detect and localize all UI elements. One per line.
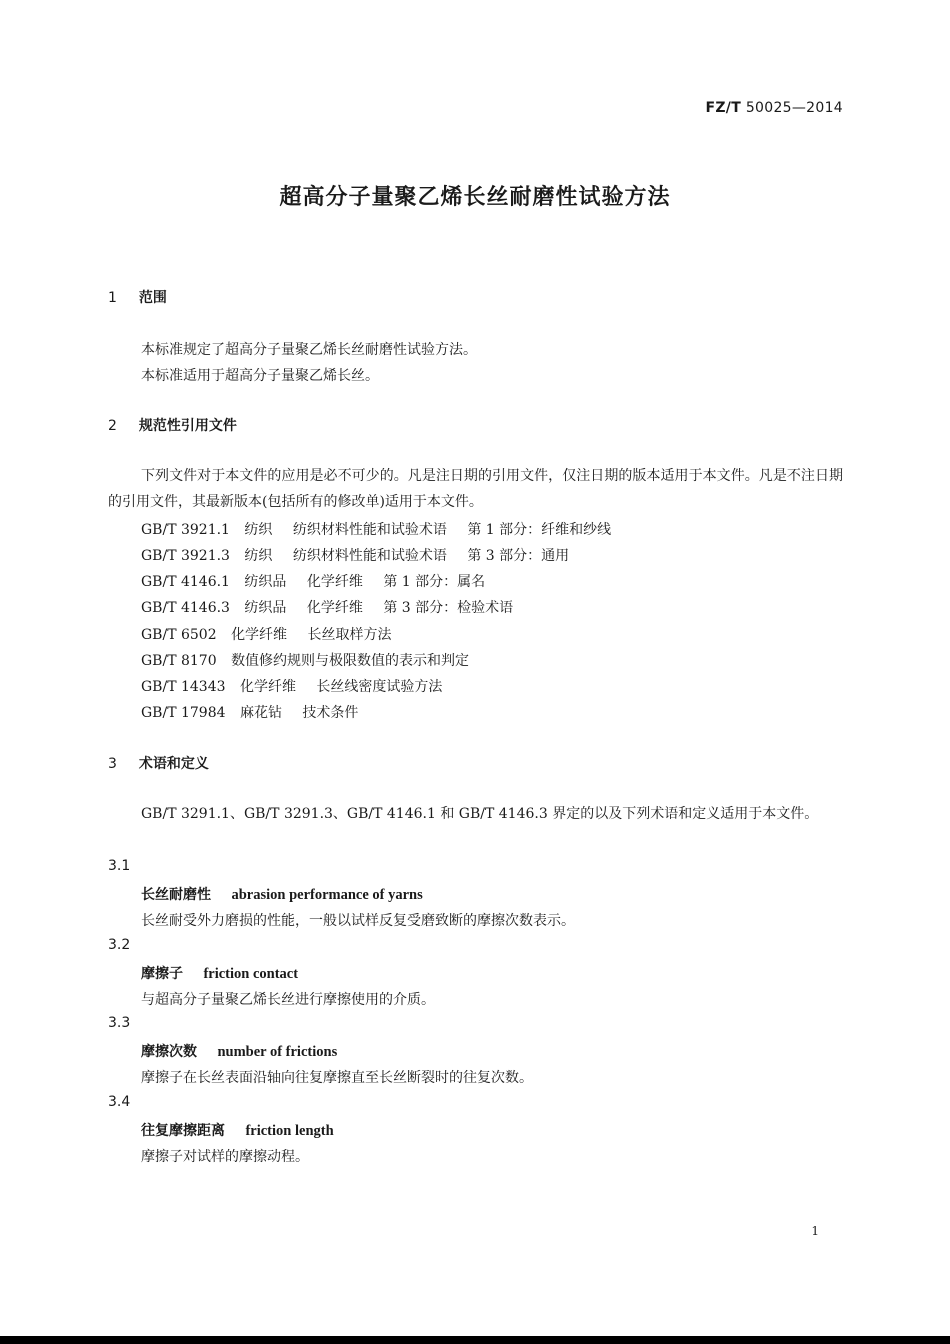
section-1-para-2: 本标准适用于超高分子量聚乙烯长丝。 xyxy=(141,368,379,384)
reference-title-part: 纺织品 xyxy=(244,574,287,590)
term-name-zh: 摩擦次数 xyxy=(141,1044,197,1060)
reference-title-part: 纺织 xyxy=(244,548,273,564)
term-definition: 长丝耐受外力磨损的性能，一般以试样反复受磨致断的摩擦次数表示。 xyxy=(141,913,575,929)
standard-prefix: FZ/T xyxy=(705,100,742,116)
term-heading xyxy=(141,963,298,983)
reference-title-part: 化学纤维 xyxy=(306,574,363,590)
section-title: 规范性引用文件 xyxy=(138,418,237,434)
reference-item xyxy=(141,571,485,591)
reference-title-part: 纺织品 xyxy=(244,600,287,616)
reference-code: GB/T 3921.3 xyxy=(141,548,230,564)
scan-border xyxy=(0,1336,950,1344)
section-2-intro: 下列文件对于本文件的应用是必不可少的。凡是注日期的引用文件，仅注日期的版本适用于本文件。凡是不注日期的引用文件，其最新版本(包括所有的修改单)适用于本文件。 xyxy=(108,468,843,510)
term-name-en: abrasion performance of yarns xyxy=(231,887,423,903)
reference-item xyxy=(141,650,469,670)
section-number: 2 xyxy=(108,418,117,434)
term-name-en: friction contact xyxy=(203,966,299,982)
term-definition: 与超高分子量聚乙烯长丝进行摩擦使用的介质。 xyxy=(141,992,435,1008)
term-number: 3.1 xyxy=(108,858,131,874)
reference-title-part: 数值修约规则与极限数值的表示和判定 xyxy=(231,653,470,669)
reference-title-part: 长丝线密度试验方法 xyxy=(316,679,443,695)
reference-code: GB/T 3921.1 xyxy=(141,522,230,538)
reference-item xyxy=(141,519,611,539)
reference-code: GB/T 17984 xyxy=(141,705,226,721)
term-name-en: friction length xyxy=(245,1123,334,1139)
reference-code: GB/T 8170 xyxy=(141,653,217,669)
term-number: 3.3 xyxy=(108,1015,131,1031)
reference-title-part: 技术条件 xyxy=(302,705,359,721)
reference-title-part: 化学纤维 xyxy=(231,627,288,643)
reference-item xyxy=(141,545,569,565)
term-name-zh: 摩擦子 xyxy=(141,966,183,982)
reference-title-part: 化学纤维 xyxy=(306,600,363,616)
term-name-zh: 长丝耐磨性 xyxy=(141,887,211,903)
term-definition: 摩擦子对试样的摩擦动程。 xyxy=(141,1149,309,1165)
reference-code: GB/T 14343 xyxy=(141,679,226,695)
section-3-intro: GB/T 3291.1、GB/T 3291.3、GB/T 4146.1 和 GB/T 4146.3 界定的以及下列术语和定义适用于本文件。 xyxy=(141,806,819,822)
reference-title-part: 第 1 部分：属名 xyxy=(383,574,486,590)
reference-title-part: 化学纤维 xyxy=(239,679,296,695)
reference-title-part: 第 1 部分：纤维和纱线 xyxy=(467,522,612,538)
term-heading xyxy=(141,1120,334,1140)
term-heading xyxy=(141,1041,337,1061)
reference-title-part: 纺织 xyxy=(244,522,273,538)
reference-code: GB/T 4146.1 xyxy=(141,574,230,590)
reference-code: GB/T 6502 xyxy=(141,627,217,643)
section-number: 1 xyxy=(108,290,117,306)
term-number: 3.4 xyxy=(108,1094,131,1110)
page-number: 1 xyxy=(811,1224,819,1238)
reference-item xyxy=(141,702,358,722)
standard-code xyxy=(705,100,843,116)
section-number: 3 xyxy=(108,756,117,772)
reference-title-part: 第 3 部分：通用 xyxy=(467,548,570,564)
document-title: 超高分子量聚乙烯长丝耐磨性试验方法 xyxy=(279,185,671,210)
section-1-para-1: 本标准规定了超高分子量聚乙烯长丝耐磨性试验方法。 xyxy=(141,342,477,358)
section-title: 范围 xyxy=(138,290,167,306)
reference-title-part: 纺织材料性能和试验术语 xyxy=(292,522,447,538)
term-heading xyxy=(141,884,423,904)
term-definition: 摩擦子在长丝表面沿轴向往复摩擦直至长丝断裂时的往复次数。 xyxy=(141,1070,533,1086)
reference-item xyxy=(141,624,392,644)
reference-code: GB/T 4146.3 xyxy=(141,600,230,616)
reference-item xyxy=(141,597,513,617)
reference-title-part: 长丝取样方法 xyxy=(307,627,392,643)
section-2-heading xyxy=(108,415,237,435)
reference-title-part: 纺织材料性能和试验术语 xyxy=(292,548,447,564)
standard-number: 50025—2014 xyxy=(745,100,843,116)
reference-title-part: 麻花钻 xyxy=(239,705,282,721)
reference-item xyxy=(141,676,442,696)
reference-title-part: 第 3 部分：检验术语 xyxy=(383,600,514,616)
section-3-heading xyxy=(108,753,209,773)
term-number: 3.2 xyxy=(108,937,131,953)
term-name-en: number of frictions xyxy=(217,1044,338,1060)
term-name-zh: 往复摩擦距离 xyxy=(141,1123,225,1139)
section-title: 术语和定义 xyxy=(138,756,209,772)
section-1-heading xyxy=(108,287,167,307)
